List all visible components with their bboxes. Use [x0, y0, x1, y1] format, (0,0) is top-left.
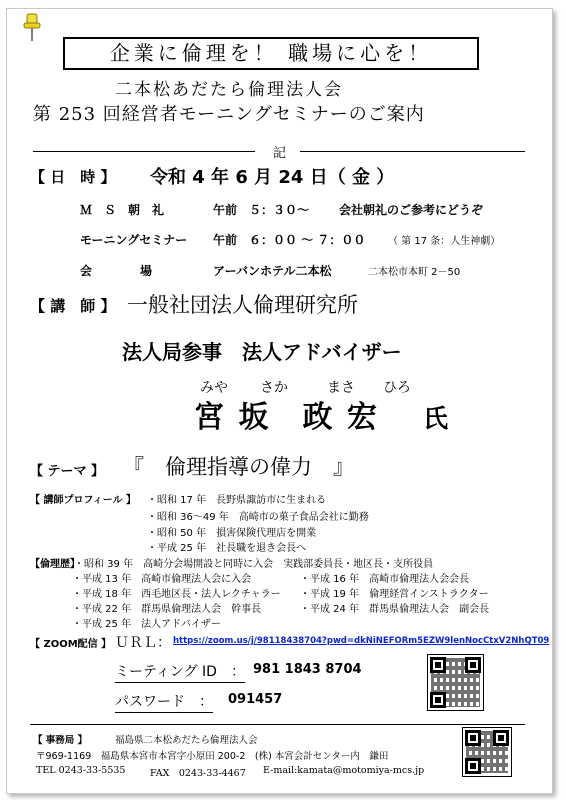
office-address: 〒969-1169 福島県本宮市本宮字小原田 200-2 (株) 本宮会計センター内 鎌田 [36, 751, 389, 762]
headline: 企業に倫理を！ 職場に心を！ [63, 37, 479, 70]
speaker-honorific: 氏 [423, 404, 449, 433]
schedule-seminar-label: モーニングセミナー [80, 233, 188, 247]
password-value: 091457 [228, 692, 283, 707]
office-email: E-mail:kamata@motomiya-mcs.jp [263, 765, 425, 776]
seminar-title: 第 253 回経営者モーニングセミナーのご案内 [33, 104, 425, 125]
office-fax: FAX 0243-33-4467 [150, 768, 246, 779]
meeting-id-value: 981 1843 8704 [253, 662, 362, 677]
speaker-ruby-2: さか [260, 380, 288, 396]
zoom-label: 【 ZOOM配信 】 [30, 639, 112, 650]
zoom-url-label: ＵＲＬ： [115, 635, 171, 651]
speaker-org: 一般社団法人倫理研究所 [127, 293, 358, 317]
list-item: ・平成 22 年 群馬県倫理法人会 幹事長 [72, 604, 262, 615]
divider-right [300, 151, 525, 152]
office-tel: TEL 0243-33-5535 [36, 765, 126, 776]
speaker-ruby-4: ひろ [383, 380, 411, 396]
speaker-name: 宮 坂 政 宏 [194, 400, 379, 435]
speaker-position: 法人局参事 法人アドバイザー [122, 340, 402, 364]
pushpin-icon [20, 12, 44, 42]
list-item: ・昭和 17 年 長野県諏訪市に生まれる [147, 495, 327, 506]
zoom-qr-code[interactable] [427, 654, 484, 711]
office-divider [30, 724, 525, 725]
schedule-seminar-note: （ 第 17 条：人生神劇） [388, 236, 501, 247]
history-first: ・昭和 39 年 高崎分会場開設と同時に入会 実践部委員長・地区長・支所役員 [74, 559, 434, 570]
list-item: ・平成 25 年 法人アドバイザー [72, 619, 221, 630]
list-item: ・昭和 50 年 損害保険代理店を開業 [147, 528, 317, 539]
divider-left [33, 151, 255, 152]
ki-label: 記 [273, 146, 287, 161]
theme-value: 『 倫理指導の偉力 』 [123, 455, 354, 479]
speaker-ruby-1: みや [200, 380, 228, 396]
schedule-ms-time: 午前 ５：３０～ [213, 203, 310, 217]
zoom-url-link[interactable]: https://zoom.us/j/98118438704?pwd=dkNiNEFORm5EZW9lenNocCtxV2NhQT09 [173, 636, 550, 646]
datetime-value: 令和 4 年 6 月 24 日（ 金 ） [150, 167, 395, 188]
office-name: 福島県二本松あだたら倫理法人会 [115, 735, 258, 746]
theme-label: 【 テーマ 】 [30, 464, 105, 479]
list-item: ・平成 25 年 社長職を退き会長へ [147, 543, 307, 554]
list-item: ・平成 13 年 高崎市倫理法人会に入会 [72, 574, 252, 585]
password-label: パスワード ： [115, 691, 213, 713]
schedule-venue-name: アーバンホテル二本松 [213, 264, 332, 278]
list-item: ・平成 19 年 倫理経営インストラクター [300, 589, 489, 600]
schedule-venue-address: 二本松市本町 2－50 [368, 267, 461, 278]
org-name: 二本松あだたら倫理法人会 [115, 80, 343, 100]
schedule-venue-label: 会 場 [80, 264, 153, 278]
list-item: ・昭和 36～49 年 高崎市の菓子食品会社に勤務 [147, 512, 369, 523]
office-label: 【 事務局 】 [33, 735, 88, 746]
speaker-ruby-3: まさ [327, 380, 355, 396]
schedule-seminar-time: 午前 ６：００ ～ ７：００ [213, 233, 366, 247]
history-label: 【倫理歴】 [30, 559, 80, 570]
schedule-ms-label: Ｍ Ｓ 朝 礼 [80, 203, 165, 217]
meeting-id-label: ミーティング ID ： [115, 661, 245, 683]
office-qr-code[interactable] [462, 727, 512, 777]
datetime-label: 【 日 時 】 [30, 168, 116, 186]
list-item: ・平成 18 年 西毛地区長・法人レクチャラー [72, 589, 281, 600]
list-item: ・平成 24 年 群馬県倫理法人会 副会長 [300, 604, 490, 615]
schedule-ms-note: 会社朝礼のご参考にどうぞ [339, 203, 484, 217]
speaker-label: 【 講 師 】 [30, 297, 116, 315]
profile-label: 【 講師プロフィール 】 [30, 495, 136, 506]
list-item: ・平成 16 年 高崎市倫理法人会会長 [300, 574, 470, 585]
